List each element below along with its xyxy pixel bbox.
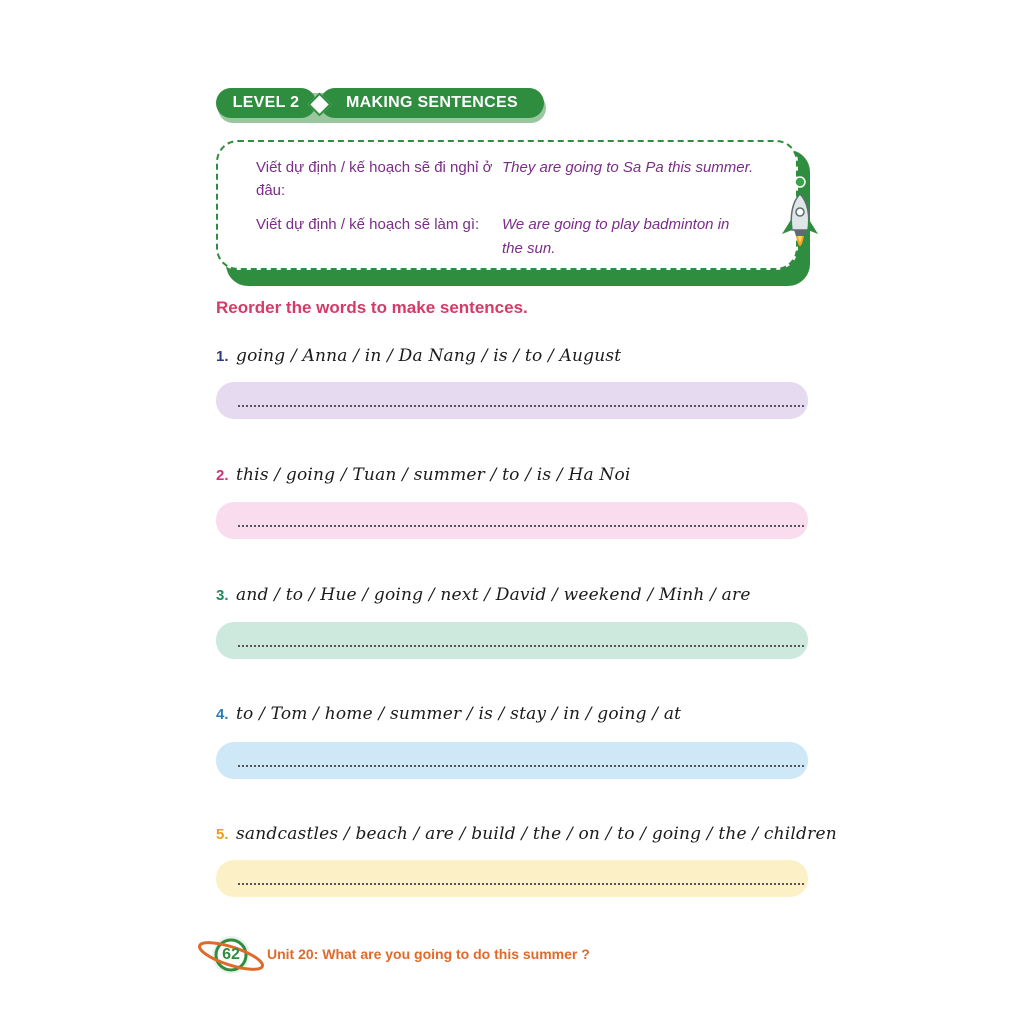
dotted-line bbox=[238, 395, 804, 407]
exercise-item bbox=[216, 824, 837, 844]
dotted-line bbox=[238, 755, 804, 767]
answer-line[interactable] bbox=[216, 742, 808, 779]
item-number: 5. bbox=[216, 826, 229, 843]
example-sentence-where: They are going to Sa Pa this summer. bbox=[502, 159, 754, 176]
dotted-line bbox=[238, 873, 804, 885]
scrambled-words: sandcastles / beach / are / build / the / on / to / going / the / children bbox=[236, 824, 837, 844]
answer-line[interactable] bbox=[216, 502, 808, 539]
level-badge: LEVEL 2 bbox=[216, 88, 316, 118]
scrambled-words: going / Anna / in / Da Nang / is / to / August bbox=[236, 346, 622, 366]
example-box bbox=[216, 140, 810, 286]
instruction-heading: Reorder the words to make sentences. bbox=[216, 298, 528, 317]
dotted-line bbox=[238, 635, 804, 647]
exercise-item bbox=[216, 585, 751, 605]
scrambled-words: and / to / Hue / going / next / David / weekend / Minh / are bbox=[236, 585, 751, 605]
dotted-line bbox=[238, 515, 804, 527]
page-number: 62 bbox=[222, 946, 240, 963]
item-number: 3. bbox=[216, 587, 229, 604]
answer-line[interactable] bbox=[216, 622, 808, 659]
section-title-badge: MAKING SENTENCES bbox=[320, 88, 544, 118]
exercise-item bbox=[216, 465, 631, 485]
answer-line[interactable] bbox=[216, 860, 808, 897]
exercise-item bbox=[216, 346, 621, 366]
exercise-item bbox=[216, 704, 681, 724]
unit-title: Unit 20: What are you going to do this summer ? bbox=[267, 946, 590, 962]
level-header bbox=[216, 88, 556, 122]
scrambled-words: to / Tom / home / summer / is / stay / in / going / at bbox=[236, 704, 682, 724]
scrambled-words: this / going / Tuan / summer / to / is / Ha Noi bbox=[236, 465, 631, 485]
example-sentence-what: We are going to play badminton in the sun. bbox=[502, 216, 730, 257]
item-number: 1. bbox=[216, 348, 229, 365]
item-number: 4. bbox=[216, 706, 229, 723]
answer-line[interactable] bbox=[216, 382, 808, 419]
rocket-icon bbox=[778, 172, 822, 264]
item-number: 2. bbox=[216, 467, 229, 484]
example-box-panel bbox=[216, 140, 798, 270]
example-label-what: Viết dự định / kế hoạch sẽ làm gì: bbox=[256, 216, 480, 233]
example-label-where: Viết dự định / kế hoạch sẽ đi nghỉ ở đâu: bbox=[256, 159, 493, 199]
